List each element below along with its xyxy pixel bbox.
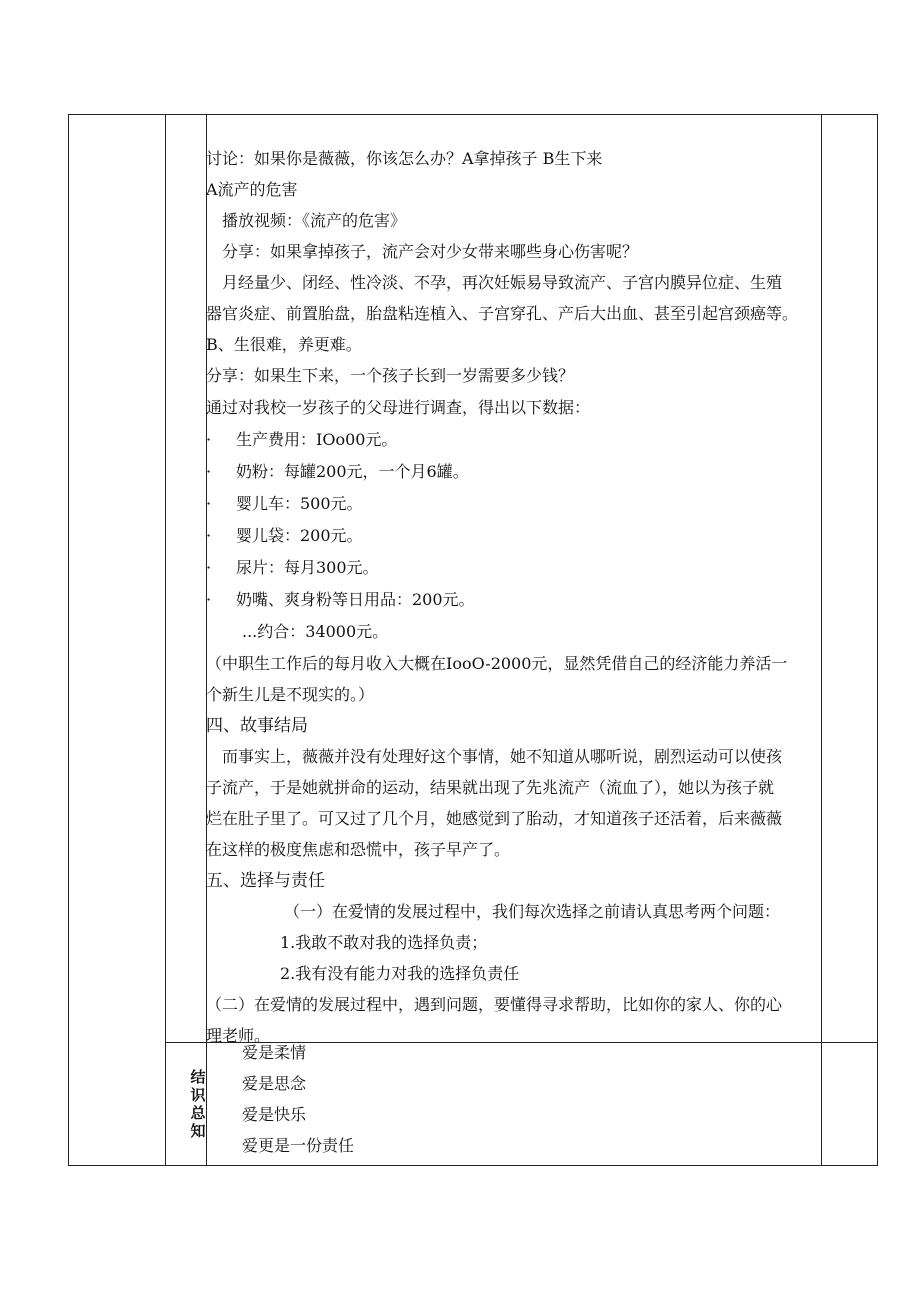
summary-line-3: 爱是快乐	[242, 1105, 307, 1124]
bullet-item	[206, 557, 379, 579]
note-line-1: （中职生工作后的每月收入大概在IooO-2000元，显然凭借自己的经济能力养活一	[206, 654, 788, 673]
bullet-text: 婴儿袋：200元。	[236, 526, 363, 545]
bullet-text: 尿片：每月300元。	[236, 558, 379, 577]
option-b-title: B、生很难，养更难。	[206, 335, 362, 354]
bullet-dot: ·	[206, 558, 212, 577]
choice-item-1: 1.我敢不敢对我的选择负责；	[280, 933, 488, 952]
summary-line-1: 爱是柔情	[242, 1043, 307, 1062]
bullet-item	[206, 429, 397, 451]
bullet-text: 婴儿车：500元。	[236, 494, 363, 513]
discussion-line: 讨论：如果你是薇薇，你该怎么办？A拿掉孩子 B生下来	[206, 149, 603, 168]
column-divider-1	[165, 115, 166, 1165]
bullet-dot: ·	[206, 590, 212, 609]
summary-line-2: 爱是思念	[242, 1074, 307, 1093]
note-line-2: 个新生儿是不现实的。）	[206, 685, 375, 704]
bullet-text: 生产费用：IOo00元。	[236, 430, 398, 449]
help-line-1: （二）在爱情的发展过程中，遇到问题，要懂得寻求帮助，比如你的家人、你的心	[206, 995, 783, 1014]
share-line-1: 分享：如果拿掉孩子，流产会对少女带来哪些身心伤害呢？	[222, 242, 639, 261]
bullet-item	[206, 525, 363, 547]
survey-line: 通过对我校一岁孩子的父母进行调查，得出以下数据：	[206, 398, 591, 417]
total-line: ...约合：34000元。	[242, 622, 389, 641]
bullet-item	[206, 493, 363, 515]
story-line-2: 子流产，于是她就拼命的运动，结果就出现了先兆流产（流血了），她以为孩子就	[206, 778, 775, 797]
summary-line-4: 爱更是一份责任	[242, 1136, 355, 1155]
option-a-title: A流产的危害	[206, 180, 298, 199]
share-line-2: 分享：如果生下来，一个孩子长到一岁需要多少钱？	[206, 366, 575, 385]
story-line-1: 而事实上，薇薇并没有处理好这个事情，她不知道从哪听说，剧烈运动可以使孩	[222, 747, 783, 766]
summary-label-char: 总	[190, 1104, 206, 1122]
bullet-text: 奶嘴、爽身粉等日用品：200元。	[236, 590, 475, 609]
harm-line-2: 器官炎症、前置胎盘，胎盘粘连植入、子宫穿孔、产后大出血、甚至引起宫颈癌等。	[206, 304, 799, 323]
choice-item-2: 2.我有没有能力对我的选择负责任	[280, 964, 520, 983]
summary-label	[188, 1068, 208, 1140]
section-4-title: 四、故事结局	[206, 716, 308, 736]
bullet-dot: ·	[206, 462, 212, 481]
bullet-item	[206, 589, 475, 611]
bullet-text: 奶粉：每罐200元，一个月6罐。	[236, 462, 469, 481]
summary-label-char: 知	[190, 1122, 206, 1140]
choice-intro: （一）在爱情的发展过程中，我们每次选择之前请认真思考两个问题：	[284, 902, 781, 921]
video-line: 播放视频：《流产的危害》	[222, 211, 407, 230]
column-divider-3	[821, 115, 822, 1165]
section-5-title: 五、选择与责任	[206, 871, 325, 891]
summary-label-char: 结	[190, 1068, 206, 1086]
bullet-dot: ·	[206, 526, 212, 545]
harm-line-1: 月经量少、闭经、性冷淡、不孕，再次妊娠易导致流产、子宫内膜异位症、生殖	[222, 273, 783, 292]
story-line-4: 在这样的极度焦虑和恐慌中，孩子早产了。	[206, 840, 511, 859]
summary-label-char: 识	[190, 1086, 206, 1104]
bullet-dot: ·	[206, 430, 212, 449]
bullet-item	[206, 461, 469, 483]
help-line-2: 理老师。	[206, 1026, 271, 1045]
bullet-dot: ·	[206, 494, 212, 513]
story-line-3: 烂在肚子里了。可又过了几个月，她感觉到了胎动，才知道孩子还活着，后来薇薇	[206, 809, 783, 828]
